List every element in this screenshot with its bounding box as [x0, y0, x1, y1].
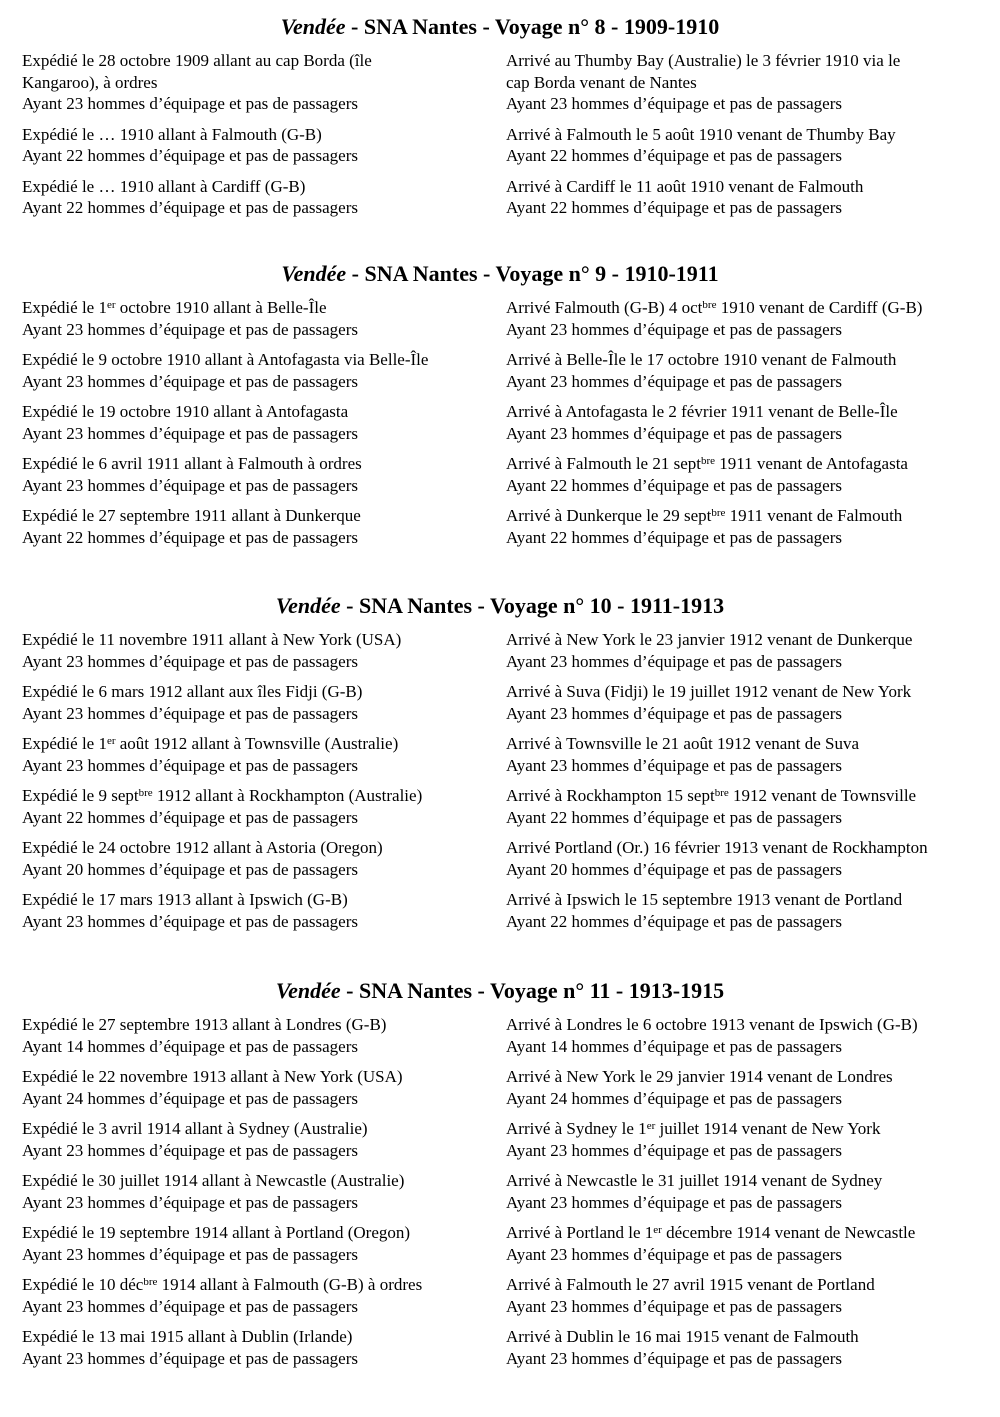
entry-line: Ayant 23 hommes d’équipage et pas de passagers	[22, 755, 358, 775]
entry-line: Expédié le 13 mai 1915 allant à Dublin (Irlande)	[22, 1327, 353, 1346]
arrival-entry	[506, 1170, 986, 1213]
voyage-section	[0, 593, 1000, 941]
arrival-entry	[506, 681, 986, 724]
departure-entry	[22, 1222, 506, 1265]
voyage-heading-rest: - SNA Nantes - Voyage n° 10 - 1911-1913	[340, 593, 725, 618]
entry-line: Arrivé à Cardiff le 11 août 1910 venant de Falmouth	[506, 176, 864, 196]
voyage-entry-row	[0, 124, 1000, 167]
entry-line: Arrivé à New York le 29 janvier 1914 venant de Londres	[506, 1067, 893, 1086]
entry-line: Expédié le 6 mars 1912 allant aux îles Fidji (G-B)	[22, 682, 363, 701]
entry-line: Expédié le 27 septembre 1911 allant à Dunkerque	[22, 506, 361, 525]
entry-line: Expédié le 9 sept$^{bre}$ 1912 allant à Rockhampton (Australie)	[22, 786, 423, 805]
entry-line: Ayant 23 hommes d’équipage et pas de passagers	[22, 911, 358, 931]
entry-line: Ayant 22 hommes d’équipage et pas de passagers	[506, 475, 842, 495]
arrival-entry	[506, 50, 986, 115]
entry-line: Expédié le 19 septembre 1914 allant à Portland (Oregon)	[22, 1223, 411, 1242]
entry-line: Ayant 22 hommes d’équipage et pas de passagers	[22, 198, 358, 217]
departure-entry	[22, 629, 506, 672]
entry-line: Ayant 23 hommes d’équipage et pas de passagers	[22, 1244, 358, 1264]
entry-line: Ayant 23 hommes d’équipage et pas de passagers	[22, 475, 358, 495]
entry-line: Expédié le 1er octobre 1910 allant à Belle-Île	[22, 298, 327, 317]
entry-line: Ayant 14 hommes d’équipage et pas de passagers	[506, 1036, 842, 1056]
voyage-entry-row	[0, 1014, 1000, 1057]
departure-entry	[22, 1170, 506, 1213]
voyage-entries	[0, 297, 1000, 548]
arrival-entry	[506, 837, 986, 880]
voyage-entry-row	[0, 1118, 1000, 1161]
arrival-entry	[506, 401, 986, 444]
arrival-entry	[506, 889, 986, 932]
departure-entry	[22, 505, 506, 548]
entry-line: Expédié le 24 octobre 1912 allant à Astoria (Oregon)	[22, 838, 383, 857]
entry-line: Ayant 23 hommes d’équipage et pas de passagers	[506, 1244, 842, 1264]
entry-line: Ayant 23 hommes d’équipage et pas de passagers	[506, 1296, 842, 1316]
arrival-entry	[506, 629, 986, 672]
entry-line: Ayant 20 hommes d’équipage et pas de passagers	[506, 859, 842, 879]
voyage-title	[0, 14, 1000, 40]
departure-entry	[22, 401, 506, 444]
voyage-entries	[0, 50, 1000, 219]
superscript: bre	[702, 299, 717, 311]
entry-line: Expédié le 17 mars 1913 allant à Ipswich (G-B)	[22, 890, 348, 909]
entry-line: Arrivé à Antofagasta le 2 février 1911 venant de Belle-Île	[506, 402, 898, 421]
voyage-entry-row	[0, 1170, 1000, 1213]
voyage-heading-rest: - SNA Nantes - Voyage n° 9 - 1910-1911	[346, 261, 719, 286]
voyage-entry-row	[0, 785, 1000, 828]
voyage-entry-row	[0, 629, 1000, 672]
entry-line: Arrivé à Dunkerque le 29 sept$^{bre}$ 1911 venant de Falmouth	[506, 506, 903, 525]
departure-entry	[22, 297, 506, 340]
entry-line: Expédié le 1er août 1912 allant à Townsville (Australie)	[22, 734, 399, 753]
entry-line: Ayant 23 hommes d’équipage et pas de passagers	[22, 319, 358, 339]
entry-line: Arrivé à Rockhampton 15 sept$^{bre}$ 1912 venant de Townsville	[506, 786, 917, 805]
entry-line: Expédié le 22 novembre 1913 allant à New York (USA)	[22, 1067, 403, 1086]
entry-line: Ayant 23 hommes d’équipage et pas de passagers	[506, 1192, 842, 1212]
voyage-entry-row	[0, 50, 1000, 115]
entry-line: Arrivé à Falmouth le 27 avril 1915 venant de Portland	[506, 1275, 875, 1294]
voyage-title	[0, 261, 1000, 287]
voyage-entry-row	[0, 1274, 1000, 1317]
arrival-entry	[506, 453, 986, 496]
entry-line: Expédié le 9 octobre 1910 allant à Antofagasta via Belle-Île	[22, 350, 429, 369]
entry-line: Ayant 23 hommes d’équipage et pas de passagers	[506, 319, 842, 339]
departure-entry	[22, 733, 506, 776]
arrival-entry	[506, 349, 986, 392]
entry-line: Ayant 22 hommes d’équipage et pas de passagers	[506, 527, 842, 547]
superscript: er	[653, 1224, 662, 1236]
entry-line: Ayant 22 hommes d’équipage et pas de passagers	[22, 807, 358, 827]
entry-line: Ayant 23 hommes d’équipage et pas de passagers	[22, 703, 358, 723]
entry-line: Ayant 23 hommes d’équipage et pas de passagers	[506, 371, 842, 391]
voyage-entry-row	[0, 1222, 1000, 1265]
voyage-entries	[0, 629, 1000, 932]
departure-entry	[22, 453, 506, 496]
entry-line: Ayant 22 hommes d’équipage et pas de passagers	[506, 198, 842, 217]
ship-name: Vendée	[275, 593, 341, 618]
departure-entry	[22, 124, 506, 167]
entry-line: Ayant 23 hommes d’équipage et pas de passagers	[506, 1140, 842, 1160]
entry-line: Ayant 22 hommes d’équipage et pas de passagers	[506, 911, 842, 931]
departure-entry	[22, 681, 506, 724]
entry-line: cap Borda venant de Nantes	[506, 72, 697, 92]
entry-line: Ayant 22 hommes d’équipage et pas de passagers	[506, 807, 842, 827]
entry-line: Ayant 23 hommes d’équipage et pas de passagers	[22, 371, 358, 391]
arrival-entry	[506, 1274, 986, 1317]
entry-line: Ayant 23 hommes d’équipage et pas de passagers	[22, 1348, 358, 1368]
entry-line: Arrivé au Thumby Bay (Australie) le 3 février 1910 via le	[506, 51, 901, 70]
voyage-title	[0, 593, 1000, 619]
entry-line: Expédié le 6 avril 1911 allant à Falmouth à ordres	[22, 454, 362, 473]
arrival-entry	[506, 176, 986, 219]
voyage-entry-row	[0, 505, 1000, 548]
entry-line: Ayant 23 hommes d’équipage et pas de passagers	[506, 94, 842, 113]
entry-line: Expédié le 10 déc$^{bre}$ 1914 allant à Falmouth (G-B) à ordres	[22, 1275, 423, 1294]
departure-entry	[22, 785, 506, 828]
departure-entry	[22, 50, 506, 115]
departure-entry	[22, 837, 506, 880]
entry-line: Expédié le 30 juillet 1914 allant à Newcastle (Australie)	[22, 1171, 405, 1190]
ship-name: Vendée	[281, 261, 347, 286]
entry-line: Expédié le 27 septembre 1913 allant à Londres (G-B)	[22, 1015, 387, 1034]
arrival-entry	[506, 785, 986, 828]
voyage-entry-row	[0, 401, 1000, 444]
voyage-title	[0, 978, 1000, 1004]
voyage-heading-rest: - SNA Nantes - Voyage n° 11 - 1913-1915	[340, 978, 725, 1003]
voyage-entry-row	[0, 453, 1000, 496]
entry-line: Kangaroo), à ordres	[22, 72, 158, 92]
departure-entry	[22, 1118, 506, 1161]
voyage-section	[0, 261, 1000, 557]
voyage-entry-row	[0, 176, 1000, 219]
ship-name: Vendée	[280, 14, 346, 39]
entry-line: Ayant 24 hommes d’équipage et pas de passagers	[506, 1088, 842, 1108]
entry-line: Ayant 22 hommes d’équipage et pas de passagers	[22, 527, 358, 547]
entry-line: Arrivé Falmouth (G-B) 4 oct$^{bre}$ 1910 venant de Cardiff (G-B)	[506, 298, 923, 317]
voyage-entry-row	[0, 1066, 1000, 1109]
entry-line: Ayant 23 hommes d’équipage et pas de passagers	[22, 94, 358, 113]
voyage-entry-row	[0, 681, 1000, 724]
departure-entry	[22, 1066, 506, 1109]
entry-line: Ayant 22 hommes d’équipage et pas de passagers	[22, 146, 358, 165]
voyage-entry-row	[0, 889, 1000, 932]
entry-line: Ayant 23 hommes d’équipage et pas de passagers	[506, 1348, 842, 1368]
arrival-entry	[506, 1326, 986, 1369]
superscript: er	[106, 735, 116, 747]
entry-line: Arrivé à New York le 23 janvier 1912 venant de Dunkerque	[506, 630, 913, 649]
entry-line: Expédié le 28 octobre 1909 allant au cap Borda (île	[22, 51, 372, 70]
arrival-entry	[506, 1118, 986, 1161]
voyage-section	[0, 978, 1000, 1378]
entry-line: Ayant 20 hommes d’équipage et pas de passagers	[22, 859, 358, 879]
departure-entry	[22, 176, 506, 219]
entry-line: Arrivé à Sydney le 1er juillet 1914 venant de New York	[506, 1119, 881, 1138]
entry-line: Expédié le … 1910 allant à Cardiff (G-B)	[22, 176, 306, 196]
entry-line: Ayant 23 hommes d’équipage et pas de passagers	[22, 1192, 358, 1212]
entry-line: Expédié le 3 avril 1914 allant à Sydney (Australie)	[22, 1119, 368, 1138]
departure-entry	[22, 1014, 506, 1057]
superscript: er	[646, 1120, 656, 1132]
entry-line: Ayant 23 hommes d’équipage et pas de passagers	[506, 755, 842, 775]
arrival-entry	[506, 1222, 986, 1265]
entry-line: Arrivé à Ipswich le 15 septembre 1913 venant de Portland	[506, 890, 903, 909]
voyage-entry-row	[0, 837, 1000, 880]
voyage-entry-row	[0, 1326, 1000, 1369]
superscript: bre	[143, 1276, 158, 1288]
superscript: er	[106, 299, 116, 311]
ship-name: Vendée	[275, 978, 341, 1003]
entry-line: Expédié le … 1910 allant à Falmouth (G-B)	[22, 124, 322, 144]
entry-line: Expédié le 11 novembre 1911 allant à New York (USA)	[22, 630, 402, 649]
entry-line: Ayant 23 hommes d’équipage et pas de passagers	[22, 423, 358, 443]
arrival-entry	[506, 1066, 986, 1109]
voyage-entries	[0, 1014, 1000, 1369]
entry-line: Ayant 14 hommes d’équipage et pas de passagers	[22, 1036, 358, 1056]
entry-line: Arrivé à Townsville le 21 août 1912 venant de Suva	[506, 734, 860, 753]
entry-line: Ayant 23 hommes d’équipage et pas de passagers	[506, 651, 842, 671]
arrival-entry	[506, 1014, 986, 1057]
entry-line: Ayant 22 hommes d’équipage et pas de passagers	[506, 146, 842, 165]
arrival-entry	[506, 733, 986, 776]
voyage-entry-row	[0, 733, 1000, 776]
entry-line: Ayant 23 hommes d’équipage et pas de passagers	[22, 1296, 358, 1316]
entry-line: Arrivé Portland (Or.) 16 février 1913 venant de Rockhampton	[506, 838, 928, 857]
entry-line: Arrivé à Portland le 1er décembre 1914 venant de Newcastle	[506, 1223, 916, 1242]
entry-line: Arrivé à Suva (Fidji) le 19 juillet 1912 venant de New York	[506, 682, 912, 701]
entry-line: Arrivé à Belle-Île le 17 octobre 1910 venant de Falmouth	[506, 350, 897, 369]
entry-line: Ayant 24 hommes d’équipage et pas de passagers	[22, 1088, 358, 1108]
arrival-entry	[506, 297, 986, 340]
entry-line: Ayant 23 hommes d’équipage et pas de passagers	[506, 703, 842, 723]
entry-line: Arrivé à Newcastle le 31 juillet 1914 venant de Sydney	[506, 1171, 883, 1190]
departure-entry	[22, 1274, 506, 1317]
departure-entry	[22, 889, 506, 932]
entry-line: Arrivé à Dublin le 16 mai 1915 venant de Falmouth	[506, 1327, 859, 1346]
voyage-heading-rest: - SNA Nantes - Voyage n° 8 - 1909-1910	[345, 14, 720, 39]
voyage-entry-row	[0, 297, 1000, 340]
superscript: bre	[138, 787, 153, 799]
entry-line: Arrivé à Falmouth le 21 sept$^{bre}$ 1911 venant de Antofagasta	[506, 454, 908, 473]
entry-line: Arrivé à Falmouth le 5 août 1910 venant de Thumby Bay	[506, 124, 896, 144]
entry-line: Ayant 23 hommes d’équipage et pas de passagers	[22, 1140, 358, 1160]
superscript: bre	[714, 787, 729, 799]
departure-entry	[22, 1326, 506, 1369]
voyage-entry-row	[0, 349, 1000, 392]
arrival-entry	[506, 505, 986, 548]
entry-line: Arrivé à Londres le 6 octobre 1913 venant de Ipswich (G-B)	[506, 1015, 918, 1034]
entry-line: Ayant 23 hommes d’équipage et pas de passagers	[22, 651, 358, 671]
entry-line: Expédié le 19 octobre 1910 allant à Antofagasta	[22, 402, 349, 421]
entry-line: Ayant 23 hommes d’équipage et pas de passagers	[506, 423, 842, 443]
arrival-entry	[506, 124, 986, 167]
superscript: bre	[711, 507, 726, 519]
voyage-section	[0, 14, 1000, 228]
departure-entry	[22, 349, 506, 392]
superscript: bre	[701, 455, 716, 467]
